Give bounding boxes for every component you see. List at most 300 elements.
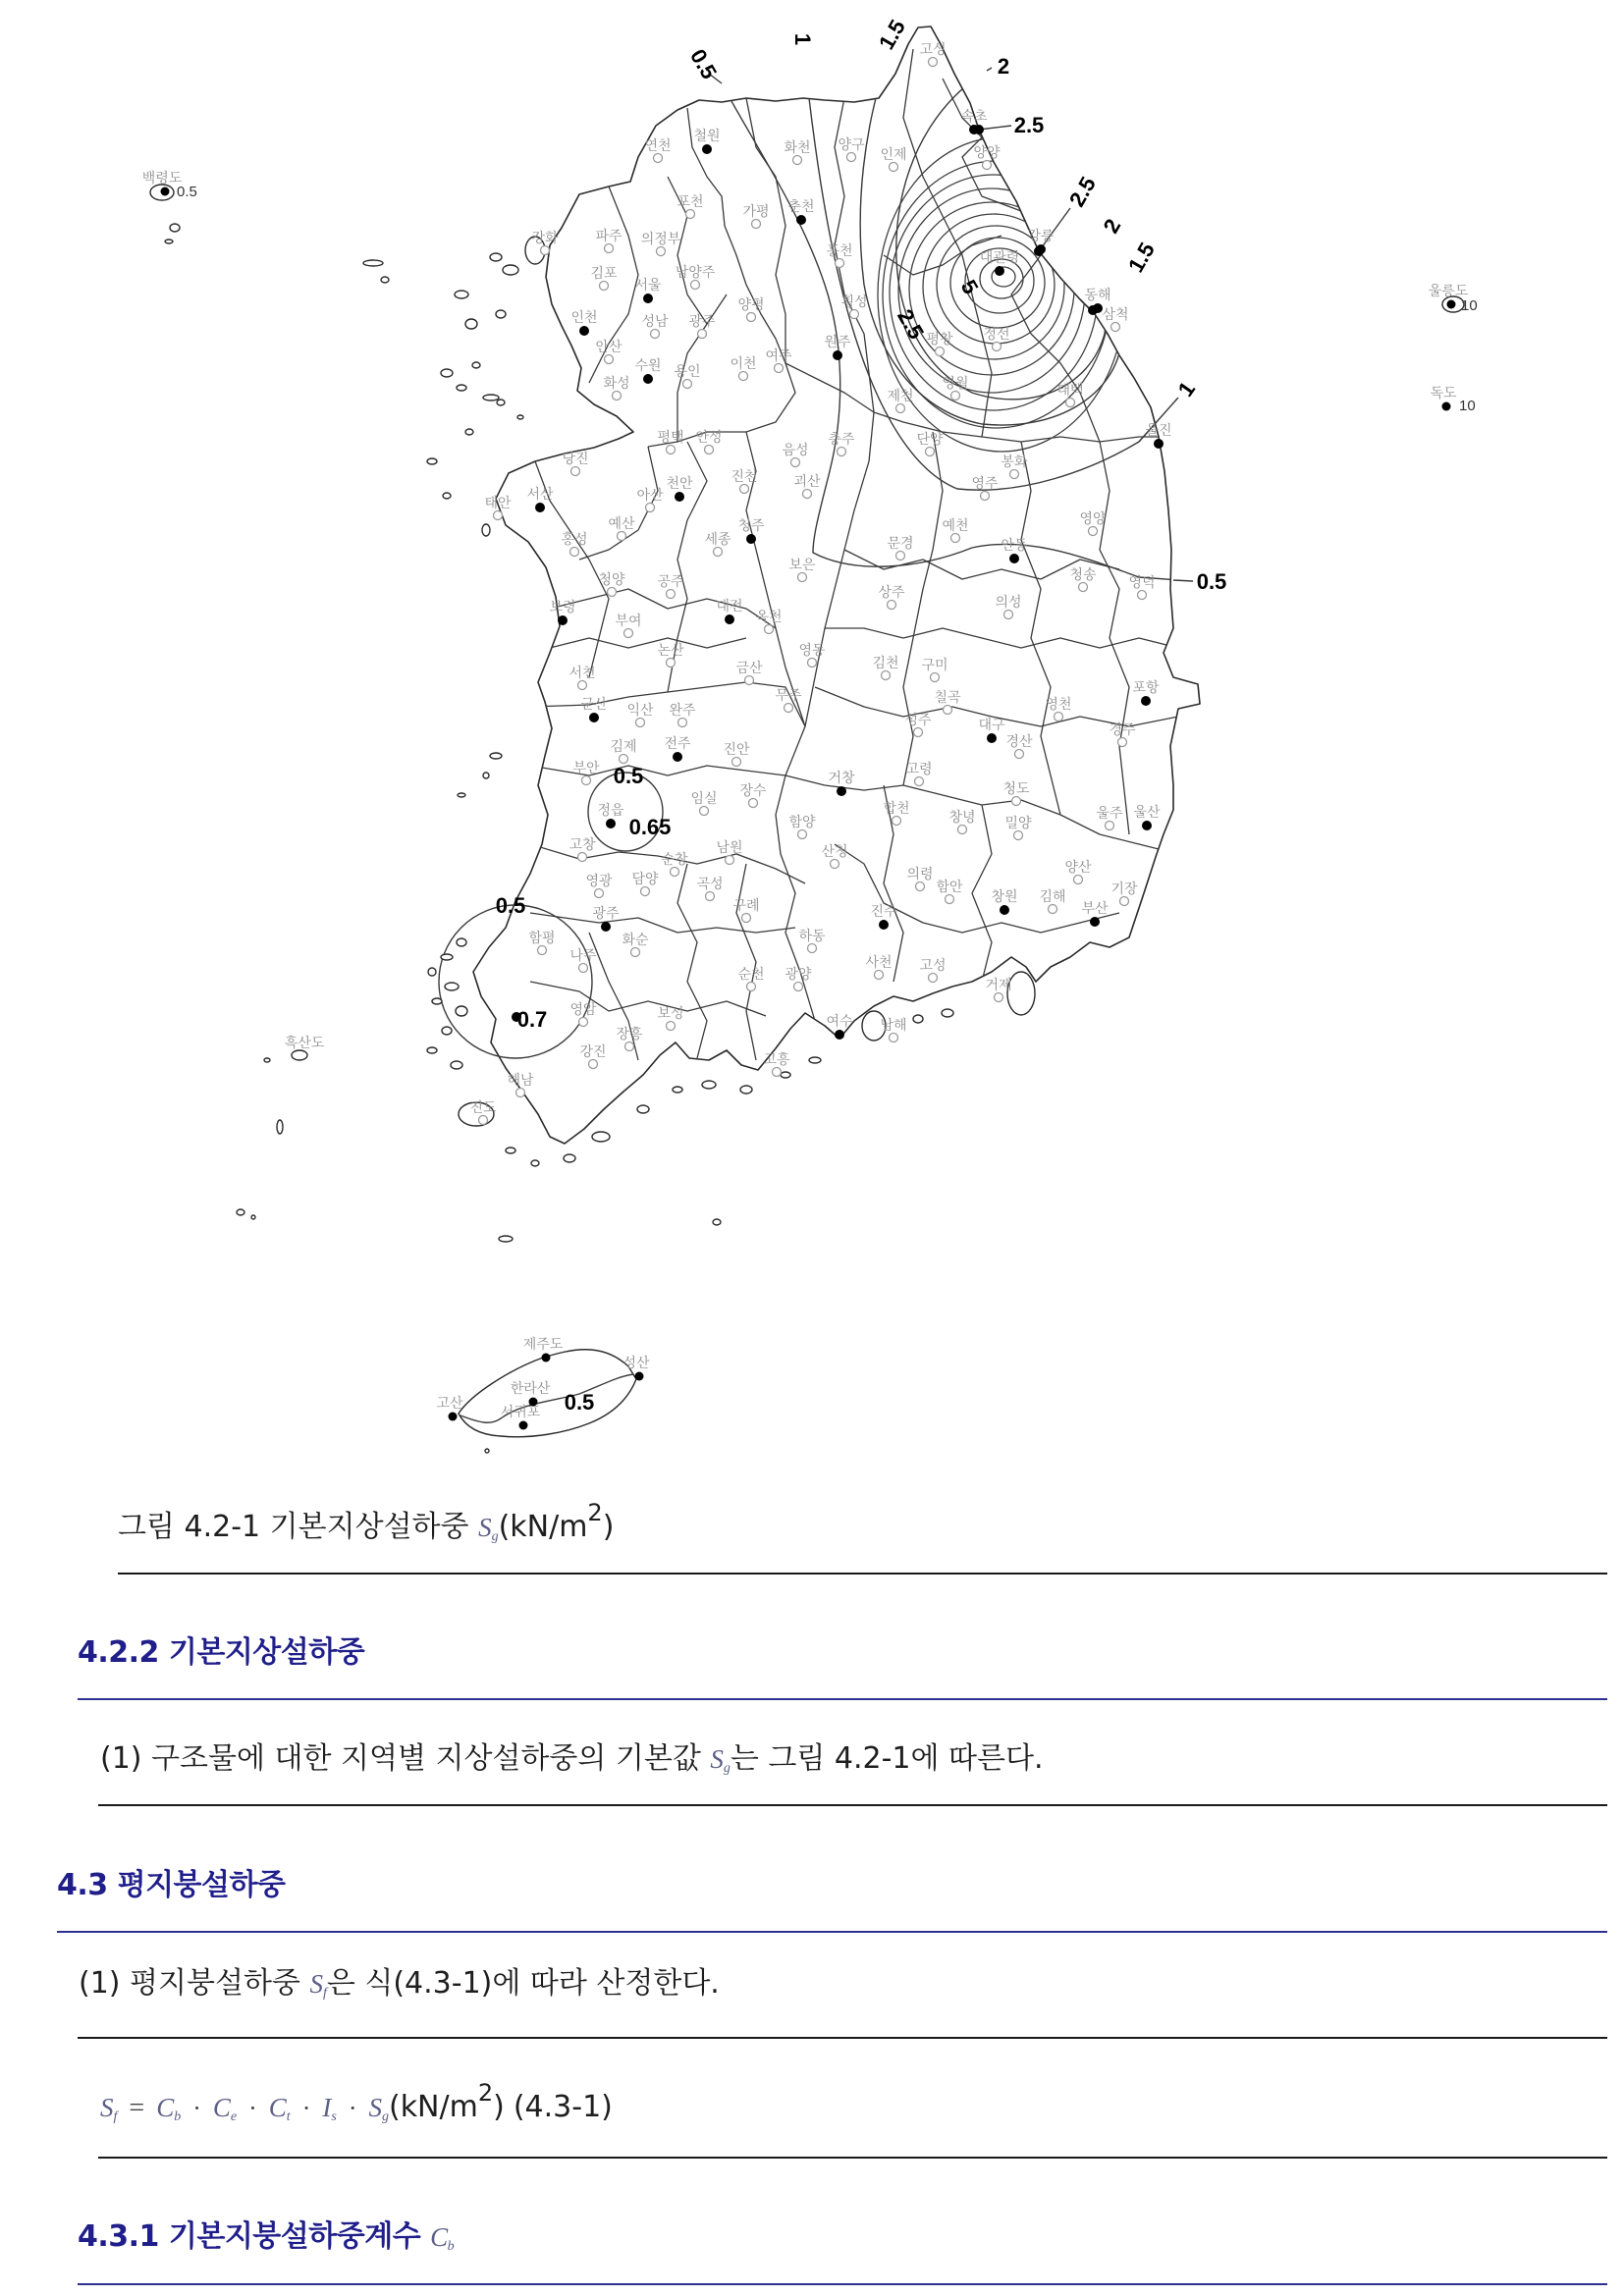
city-circle-icon	[838, 448, 846, 456]
place-label: 괴산	[793, 474, 821, 490]
city-circle-icon	[785, 704, 793, 713]
city-circle-icon	[698, 330, 707, 339]
station-dot-icon	[635, 1372, 644, 1381]
island-label: 제주도	[522, 1337, 564, 1353]
place-label: 보성	[657, 1006, 684, 1022]
place-label: 서산	[526, 487, 554, 503]
formula-unit: (kN/m	[388, 2090, 478, 2124]
math-symbol: S	[478, 1513, 492, 1542]
city-circle-icon	[882, 671, 891, 680]
math-subscript: g	[491, 1529, 499, 1544]
station-dot-icon	[643, 294, 653, 303]
place-label: 칠곡	[934, 690, 961, 706]
city-circle-icon	[654, 154, 663, 163]
formula-unit-close: )	[493, 2090, 505, 2124]
island-label: 흑산도	[284, 1036, 325, 1051]
paragraph-text: 는 그림 4.2-1에 따른다.	[730, 1741, 1044, 1776]
place-label: 거창	[828, 771, 855, 786]
place-label: 나주	[569, 948, 597, 964]
place-label: 영광	[585, 874, 613, 889]
contour-value-label: 2	[1098, 214, 1126, 238]
station-dot-icon	[589, 713, 599, 722]
place-label: 영천	[1045, 697, 1072, 713]
place-label: 문경	[887, 536, 914, 552]
city-circle-icon	[1066, 399, 1075, 407]
place-label: 울주	[1096, 806, 1123, 822]
station-dot-icon	[606, 819, 616, 828]
place-label: 영암	[569, 1002, 597, 1018]
math-symbol-sg	[710, 1744, 731, 1774]
city-circle-icon	[571, 467, 580, 476]
math-symbol: S	[710, 1744, 724, 1774]
formula-term-sg	[368, 2093, 389, 2122]
place-label: 평택	[657, 430, 684, 446]
city-circle-icon	[667, 590, 676, 599]
contour-value-label: 0.5	[613, 764, 644, 788]
heading-4-3-1	[78, 2217, 454, 2257]
island-place	[1430, 386, 1457, 411]
city-circle-icon	[1010, 470, 1019, 479]
place-label: 안성	[695, 430, 723, 446]
formula-term-is	[322, 2093, 336, 2122]
city-circle-icon	[620, 755, 628, 764]
place-label: 고성	[919, 42, 947, 58]
city-circle-icon	[739, 372, 748, 381]
city-circle-icon	[775, 364, 784, 373]
place-label: 이천	[730, 356, 757, 372]
city-circle-icon	[747, 983, 756, 991]
place-label: 화순	[622, 933, 649, 948]
place-label: 순창	[661, 852, 688, 868]
place-label: 고흥	[763, 1052, 790, 1068]
place-label: 인천	[570, 310, 598, 326]
city-circle-icon	[944, 706, 952, 715]
city-circle-icon	[931, 673, 940, 682]
place-label: 용인	[674, 364, 701, 380]
city-circle-icon	[1111, 323, 1120, 332]
station-dot-icon	[1142, 821, 1152, 830]
station-dot-icon	[1009, 554, 1019, 563]
place-label: 평창	[926, 332, 953, 347]
place-label: 양양	[973, 145, 1001, 161]
place-label: 부산	[1081, 901, 1109, 917]
math-subscript: g	[381, 2109, 389, 2124]
place-label: 산청	[821, 844, 848, 860]
place-label: 화천	[784, 140, 811, 156]
place-label: 장수	[739, 783, 767, 799]
city-circle-icon	[667, 446, 676, 454]
place-label: 김포	[590, 266, 618, 282]
city-circle-icon	[747, 313, 756, 322]
place-label: 사천	[865, 955, 893, 971]
place-label: 익산	[626, 703, 654, 719]
place-label: 대전	[716, 599, 743, 614]
city-circle-icon	[636, 719, 645, 727]
city-circle-icon	[570, 548, 579, 557]
city-circle-icon	[803, 490, 812, 499]
city-circle-icon	[1055, 713, 1063, 721]
city-circle-icon	[981, 492, 990, 501]
math-symbol: C	[268, 2093, 287, 2122]
city-circle-icon	[740, 485, 749, 494]
station-dot-icon	[579, 326, 589, 336]
city-circle-icon	[732, 758, 741, 767]
contour-value-label: 0.5	[1196, 569, 1227, 594]
city-circle-icon	[605, 355, 614, 364]
paragraph-text: 은 식(4.3-1)에 따라 산정한다.	[326, 1966, 720, 2001]
city-circle-icon	[613, 392, 622, 400]
place-label: 진도	[469, 1100, 497, 1116]
city-circle-icon	[582, 776, 591, 785]
math-symbol: C	[430, 2222, 448, 2252]
place-label: 김천	[872, 656, 899, 671]
city-circle-icon	[993, 343, 1001, 351]
place-label: 강릉	[1027, 229, 1055, 244]
place-label: 논산	[657, 643, 684, 659]
city-circle-icon	[1106, 822, 1114, 830]
formula-term-cb	[156, 2093, 181, 2122]
math-symbol: C	[156, 2093, 175, 2122]
heading-4-3-1-divider	[78, 2283, 1607, 2285]
island-place	[436, 1395, 463, 1421]
math-symbol-sg	[478, 1513, 499, 1542]
map-place	[826, 1013, 853, 1040]
place-label: 공주	[657, 574, 684, 590]
multiply-dot: ·	[248, 2094, 257, 2122]
station-dot-icon	[542, 1354, 551, 1362]
city-circle-icon	[946, 895, 954, 904]
place-label: 춘천	[787, 199, 815, 215]
city-circle-icon	[631, 948, 640, 957]
place-label: 남원	[716, 840, 743, 856]
map-place	[880, 1017, 906, 1042]
place-label: 원주	[824, 335, 851, 350]
place-label: 옥천	[755, 610, 783, 625]
station-dot-icon	[1000, 905, 1009, 915]
city-circle-icon	[951, 392, 960, 400]
place-label: 광주	[592, 906, 620, 922]
place-label: 의성	[995, 595, 1022, 611]
paragraph-text: (1) 구조물에 대한 지역별 지상설하중의 기본값	[100, 1741, 711, 1776]
place-label: 광주	[688, 314, 716, 330]
city-circle-icon	[691, 281, 700, 290]
place-label: 보령	[549, 600, 576, 615]
city-circle-icon	[608, 588, 617, 597]
city-circle-icon	[578, 853, 587, 862]
place-label: 고령	[905, 762, 933, 777]
math-subscript: e	[230, 2109, 238, 2124]
city-circle-icon	[742, 914, 751, 923]
place-label: 의정부	[640, 232, 681, 247]
city-circle-icon	[667, 659, 676, 667]
place-label: 함평	[528, 931, 556, 946]
station-dot-icon	[1036, 244, 1046, 254]
formula-lhs	[100, 2093, 117, 2122]
city-circle-icon	[745, 676, 754, 685]
station-dot-icon	[833, 350, 842, 360]
place-label: 여수	[826, 1014, 853, 1030]
place-label: 영주	[971, 476, 999, 492]
caption-unit-sup: 2	[587, 1499, 603, 1526]
city-circle-icon	[831, 860, 839, 869]
city-circle-icon	[888, 601, 896, 610]
equals-sign: =	[129, 2093, 145, 2123]
station-dot-icon	[746, 534, 756, 544]
station-dot-icon	[837, 786, 846, 796]
math-subscript: s	[331, 2109, 337, 2124]
place-label: 정선	[983, 327, 1010, 343]
station-dot-icon	[558, 615, 568, 625]
city-circle-icon	[667, 1022, 676, 1031]
station-dot-icon	[601, 922, 611, 932]
formula-term-ct	[269, 2093, 291, 2122]
place-label: 아산	[636, 488, 664, 504]
place-label: 가평	[742, 204, 770, 220]
city-circle-icon	[929, 58, 938, 67]
multiply-dot: ·	[301, 2094, 311, 2122]
place-label: 청양	[598, 572, 625, 588]
station-dot-icon	[879, 920, 889, 930]
city-circle-icon	[926, 448, 935, 456]
place-label: 임실	[690, 791, 718, 807]
contour-value-label: 1.5	[1122, 238, 1160, 277]
city-circle-icon	[850, 310, 859, 319]
multiply-dot: ·	[348, 2094, 357, 2122]
place-label: 남양주	[675, 265, 716, 281]
place-label: 태안	[484, 496, 512, 511]
math-subscript: g	[723, 1761, 731, 1776]
place-label: 보은	[788, 558, 816, 573]
city-circle-icon	[700, 807, 709, 816]
city-circle-icon	[791, 458, 800, 467]
heading-4-3-divider	[57, 1931, 1607, 1933]
math-subscript: f	[322, 1986, 327, 2001]
island-label: 울릉도	[1428, 284, 1469, 299]
contour-value-label: 0.5	[564, 1390, 595, 1415]
city-circle-icon	[494, 511, 503, 520]
formula-unit-sup: 2	[477, 2079, 494, 2107]
city-circle-icon	[706, 892, 715, 901]
station-dot-icon	[1141, 696, 1151, 706]
place-label: 완주	[669, 703, 696, 719]
place-label: 울진	[1145, 423, 1172, 439]
place-label: 안산	[595, 340, 623, 355]
paragraph-4-2-2-1	[100, 1739, 1044, 1779]
city-circle-icon	[1118, 738, 1127, 747]
city-circle-icon	[1089, 527, 1098, 536]
place-label: 고성	[919, 958, 947, 974]
city-circle-icon	[618, 532, 626, 541]
island-snow-value: 10	[1461, 297, 1478, 314]
city-circle-icon	[896, 552, 905, 561]
place-label: 세종	[704, 532, 731, 548]
city-circle-icon	[798, 830, 807, 839]
place-label: 양구	[838, 137, 865, 153]
formula-4-3-1	[100, 2079, 613, 2127]
city-circle-icon	[890, 1034, 898, 1042]
city-circle-icon	[896, 404, 905, 413]
heading-text: 4.3.1 기본지붕설하중계수	[78, 2219, 431, 2254]
city-circle-icon	[705, 446, 714, 454]
place-label: 곡성	[696, 877, 724, 892]
heading-4-2-2: 4.2.2 기본지상설하중	[78, 1635, 365, 1670]
city-circle-icon	[625, 1042, 634, 1051]
city-circle-icon	[589, 1060, 598, 1069]
city-circle-icon	[1120, 897, 1129, 906]
place-label: 포천	[677, 194, 704, 210]
city-circle-icon	[726, 856, 734, 865]
contour-value-label: 2.5	[1063, 172, 1101, 211]
place-label: 김해	[1039, 889, 1066, 905]
caption-divider	[118, 1573, 1607, 1575]
place-label: 창원	[991, 889, 1018, 905]
place-label: 군산	[580, 697, 608, 713]
city-circle-icon	[914, 728, 923, 737]
math-symbol: I	[322, 2093, 332, 2122]
city-circle-icon	[808, 944, 817, 953]
place-label: 하동	[798, 929, 826, 944]
city-circle-icon	[1079, 583, 1088, 592]
paragraph-4-3-1	[79, 1964, 720, 2003]
contour-value-label: 0.65	[628, 815, 672, 839]
station-dot-icon	[161, 187, 170, 196]
place-label: 홍천	[826, 243, 853, 259]
place-label: 영양	[1079, 511, 1107, 527]
place-label: 인제	[880, 147, 907, 163]
city-circle-icon	[958, 826, 967, 834]
place-label: 성남	[641, 314, 669, 330]
city-circle-icon	[595, 889, 604, 898]
station-dot-icon	[1090, 917, 1100, 927]
station-dot-icon	[725, 614, 734, 624]
place-label: 청주	[737, 518, 765, 534]
place-label: 수원	[634, 358, 662, 374]
city-circle-icon	[995, 993, 1003, 1002]
heading-4-2-2-divider	[78, 1698, 1607, 1700]
place-label: 합천	[883, 801, 910, 817]
place-label: 구례	[732, 898, 760, 914]
station-dot-icon	[995, 266, 1004, 276]
city-circle-icon	[579, 964, 588, 973]
contour-value-label: 0.5	[685, 44, 723, 83]
city-circle-icon	[1138, 591, 1147, 600]
place-label: 함양	[788, 815, 816, 830]
place-label: 김제	[610, 739, 637, 755]
city-circle-icon	[1004, 611, 1013, 619]
place-label: 대구	[978, 718, 1005, 733]
place-label: 서울	[634, 278, 662, 294]
heading-4-3: 4.3 평지붕설하중	[57, 1868, 286, 1902]
place-label: 예천	[942, 518, 969, 534]
city-circle-icon	[683, 380, 692, 389]
place-label: 화성	[603, 376, 630, 392]
island-place	[285, 1035, 325, 1051]
place-label: 파주	[595, 229, 623, 244]
station-dot-icon	[987, 733, 997, 743]
place-label: 거제	[985, 978, 1012, 993]
place-label: 의령	[906, 867, 934, 882]
city-circle-icon	[479, 1116, 488, 1125]
math-subscript: f	[113, 2109, 118, 2124]
city-circle-icon	[936, 347, 945, 356]
contour-value-label: 0.7	[516, 1007, 548, 1032]
city-circle-icon	[808, 659, 817, 667]
contour-value-label: 1	[1172, 377, 1201, 401]
formula-divider	[98, 2157, 1607, 2159]
math-subscript: b	[447, 2239, 455, 2254]
math-symbol: S	[309, 1969, 323, 1999]
place-label: 상주	[878, 585, 905, 601]
equation-number: (4.3-1)	[513, 2090, 613, 2124]
city-circle-icon	[538, 946, 547, 955]
contour-value-label: 5	[955, 275, 984, 298]
station-dot-icon	[1442, 402, 1451, 411]
place-label: 광양	[785, 967, 812, 983]
place-label: 예산	[608, 516, 635, 532]
place-label: 남해	[880, 1018, 907, 1034]
place-label: 서천	[568, 666, 596, 681]
city-circle-icon	[1049, 905, 1057, 914]
place-label: 충주	[828, 432, 855, 448]
city-circle-icon	[657, 247, 666, 256]
station-dot-icon	[673, 752, 682, 762]
place-label: 홍성	[561, 532, 588, 548]
city-circle-icon	[915, 777, 924, 786]
paragraph-divider	[78, 2037, 1607, 2039]
station-dot-icon	[1447, 300, 1456, 309]
place-label: 성주	[904, 713, 932, 728]
city-circle-icon	[890, 163, 898, 172]
paragraph-text: (1) 평지붕설하중	[79, 1966, 310, 2001]
island-snow-value: 10	[1459, 398, 1476, 414]
city-circle-icon	[579, 1018, 588, 1027]
city-circle-icon	[641, 887, 650, 896]
caption-unit-close: )	[602, 1510, 615, 1544]
place-label: 밀양	[1004, 816, 1032, 831]
place-label: 구미	[921, 658, 948, 673]
station-dot-icon	[835, 1030, 844, 1040]
multiply-dot: ·	[192, 2094, 201, 2122]
city-circle-icon	[916, 882, 925, 891]
contour-value-label: 2.5	[893, 304, 930, 344]
city-circle-icon	[671, 868, 679, 877]
place-label: 봉화	[1001, 454, 1028, 470]
place-label: 담양	[631, 872, 659, 887]
place-label: 함안	[936, 880, 963, 895]
place-label: 태백	[1056, 383, 1084, 399]
place-label: 진안	[723, 742, 750, 758]
station-dot-icon	[702, 144, 712, 154]
city-circle-icon	[983, 161, 992, 170]
city-circle-icon	[793, 156, 802, 165]
city-circle-icon	[794, 983, 803, 991]
figure-caption	[118, 1499, 615, 1547]
place-label: 연천	[644, 138, 672, 154]
city-circle-icon	[836, 259, 844, 268]
city-circle-icon	[847, 153, 856, 162]
place-label: 대관령	[979, 250, 1020, 266]
place-label: 장흥	[616, 1027, 643, 1042]
station-dot-icon	[535, 503, 545, 512]
place-label: 부안	[572, 761, 600, 776]
contour-value-label: 2	[997, 54, 1010, 79]
city-circle-icon	[875, 971, 884, 980]
math-subscript: b	[174, 2109, 182, 2124]
place-label: 순천	[737, 967, 765, 983]
place-label: 철원	[693, 129, 721, 144]
city-circle-icon	[646, 504, 655, 512]
place-label: 동해	[1084, 288, 1111, 303]
